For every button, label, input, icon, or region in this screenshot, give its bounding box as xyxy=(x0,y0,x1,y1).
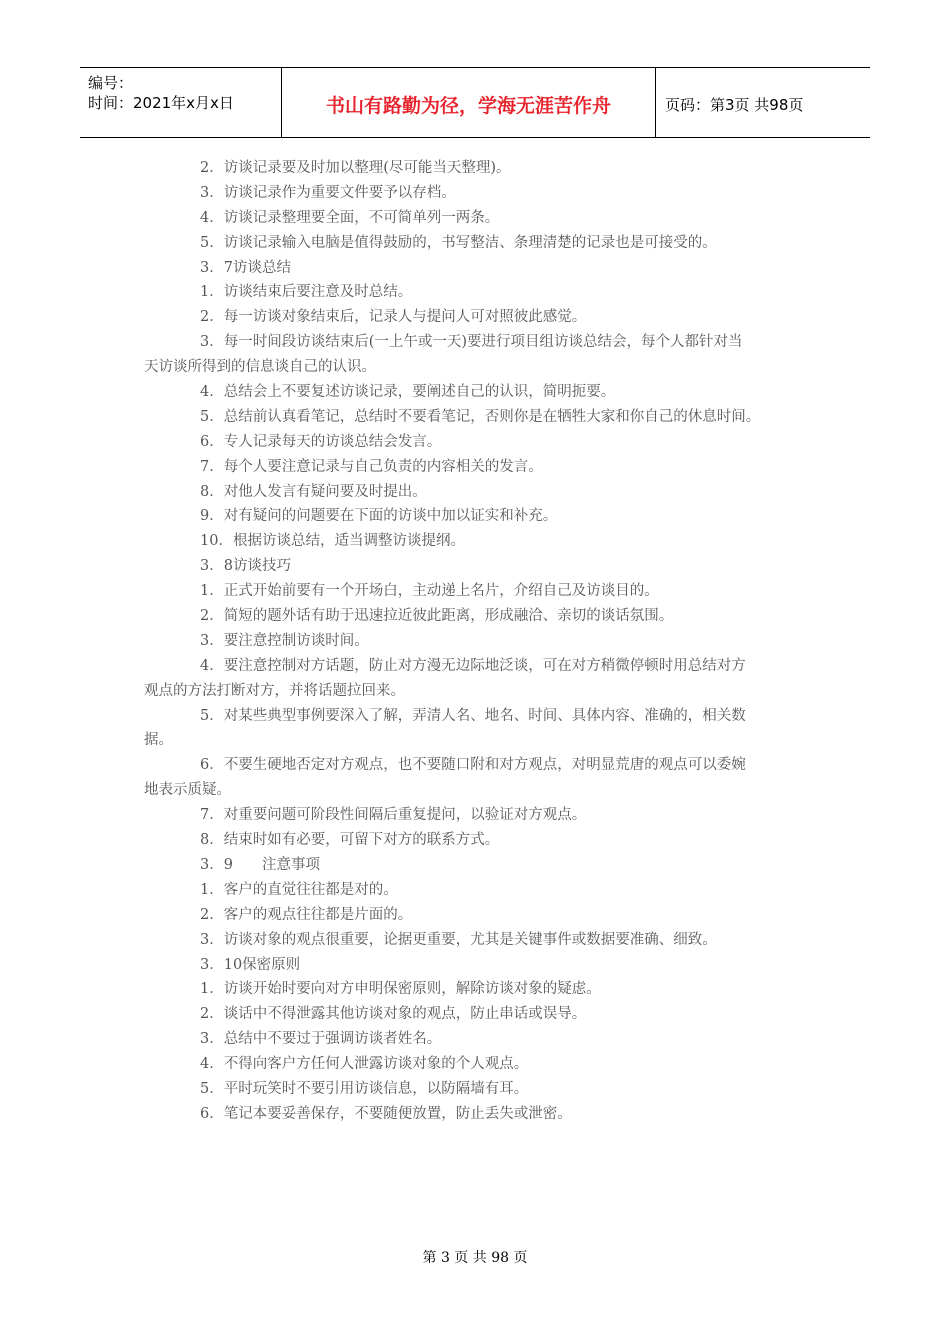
document-number-label: 编号： xyxy=(88,74,134,92)
header-page-number: 页码：第3页 共98页 xyxy=(665,96,804,114)
document-time-label: 时间：2021年x月x日 xyxy=(88,94,234,112)
paragraph-line: 9．对有疑问的问题要在下面的访谈中加以证实和补充。 xyxy=(200,508,558,525)
paragraph-line: 1．访谈开始时要向对方申明保密原则，解除访谈对象的疑虑。 xyxy=(200,981,601,998)
paragraph-line: 7．每个人要注意记录与自己负责的内容相关的发言。 xyxy=(200,458,543,475)
paragraph-line: 2．访谈记录要及时加以整理(尽可能当天整理)。 xyxy=(200,160,511,176)
paragraph-line: 7．对重要问题可阶段性间隔后重复提问，以验证对方观点。 xyxy=(200,807,587,824)
paragraph-line: 3．访谈对象的观点很重要，论据更重要，尤其是关键事件或数据要准确、细致。 xyxy=(200,931,717,948)
paragraph-line: 1．访谈结束后要注意及时总结。 xyxy=(200,284,413,301)
paragraph-line: 据。 xyxy=(144,732,173,749)
paragraph-line: 3．总结中不要过于强调访谈者姓名。 xyxy=(200,1031,442,1048)
paragraph-line: 2．每一访谈对象结束后，记录人与提问人可对照彼此感觉。 xyxy=(200,309,587,326)
paragraph-line: 2．客户的观点往往都是片面的。 xyxy=(200,906,413,923)
paragraph-line: 2．简短的题外话有助于迅速拉近彼此距离，形成融洽、亲切的谈话氛围。 xyxy=(200,608,674,625)
paragraph-line: 5．对某些典型事例要深入了解，弄清人名、地名、时间、具体内容、准确的，相关数 xyxy=(200,707,746,724)
page-header xyxy=(80,67,870,138)
paragraph-line: 6．笔记本要妥善保存，不要随便放置，防止丢失或泄密。 xyxy=(200,1105,572,1122)
paragraph-line: 5．访谈记录输入电脑是值得鼓励的，书写整洁、条理清楚的记录也是可接受的。 xyxy=(200,234,717,251)
paragraph-line: 6．专人记录每天的访谈总结会发言。 xyxy=(200,433,442,450)
document-body xyxy=(144,156,809,1127)
paragraph-line: 5．平时玩笑时不要引用访谈信息，以防隔墙有耳。 xyxy=(200,1080,529,1097)
page-footer: 第 3 页 共 98 页 xyxy=(422,1250,528,1266)
paragraph-line: 地表示质疑。 xyxy=(144,782,231,799)
paragraph-line: 4．要注意控制对方话题，防止对方漫无边际地泛谈，可在对方稍微停顿时用总结对方 xyxy=(200,657,746,674)
paragraph-line: 3．访谈记录作为重要文件要予以存档。 xyxy=(200,184,456,201)
paragraph-line: 4．不得向客户方任何人泄露访谈对象的个人观点。 xyxy=(200,1056,529,1073)
paragraph-line: 天访谈所得到的信息谈自己的认识。 xyxy=(144,359,376,376)
paragraph-line: 3．每一时间段访谈结束后(一上午或一天)要进行项目组访谈总结会，每个人都针对当 xyxy=(200,334,743,351)
section-heading: 3．10保密原则 xyxy=(200,956,301,973)
paragraph-line: 1．正式开始前要有一个开场白，主动递上名片，介绍自己及访谈目的。 xyxy=(200,583,659,600)
paragraph-line: 8．对他人发言有疑问要及时提出。 xyxy=(200,483,427,500)
header-page-cell xyxy=(655,68,870,137)
section-heading: 3．8访谈技巧 xyxy=(200,558,291,575)
section-heading: 3．9 注意事项 xyxy=(200,856,320,873)
paragraph-line: 6．不要生硬地否定对方观点，也不要随口附和对方观点，对明显荒唐的观点可以委婉 xyxy=(200,757,746,774)
paragraph-line: 8．结束时如有必要，可留下对方的联系方式。 xyxy=(200,832,500,849)
header-motto-cell xyxy=(281,68,656,137)
header-motto: 书山有路勤为径，学海无涯苦作舟 xyxy=(325,95,611,117)
paragraph-line: 1．客户的直觉往往都是对的。 xyxy=(200,881,398,898)
paragraph-line: 3．要注意控制访谈时间。 xyxy=(200,632,369,649)
paragraph-line: 4．总结会上不要复述访谈记录，要阐述自己的认识，简明扼要。 xyxy=(200,384,616,401)
paragraph-line: 2．谈话中不得泄露其他访谈对象的观点，防止串话或误导。 xyxy=(200,1006,587,1023)
paragraph-line: 10．根据访谈总结，适当调整访谈提纲。 xyxy=(200,533,465,550)
section-heading: 3．7访谈总结 xyxy=(200,259,291,276)
header-info-cell xyxy=(80,68,281,137)
paragraph-line: 观点的方法打断对方，并将话题拉回来。 xyxy=(144,682,405,699)
paragraph-line: 4．访谈记录整理要全面，不可简单列一两条。 xyxy=(200,209,500,226)
paragraph-line: 5．总结前认真看笔记，总结时不要看笔记，否则你是在牺牲大家和你自己的休息时间。 xyxy=(200,408,761,425)
